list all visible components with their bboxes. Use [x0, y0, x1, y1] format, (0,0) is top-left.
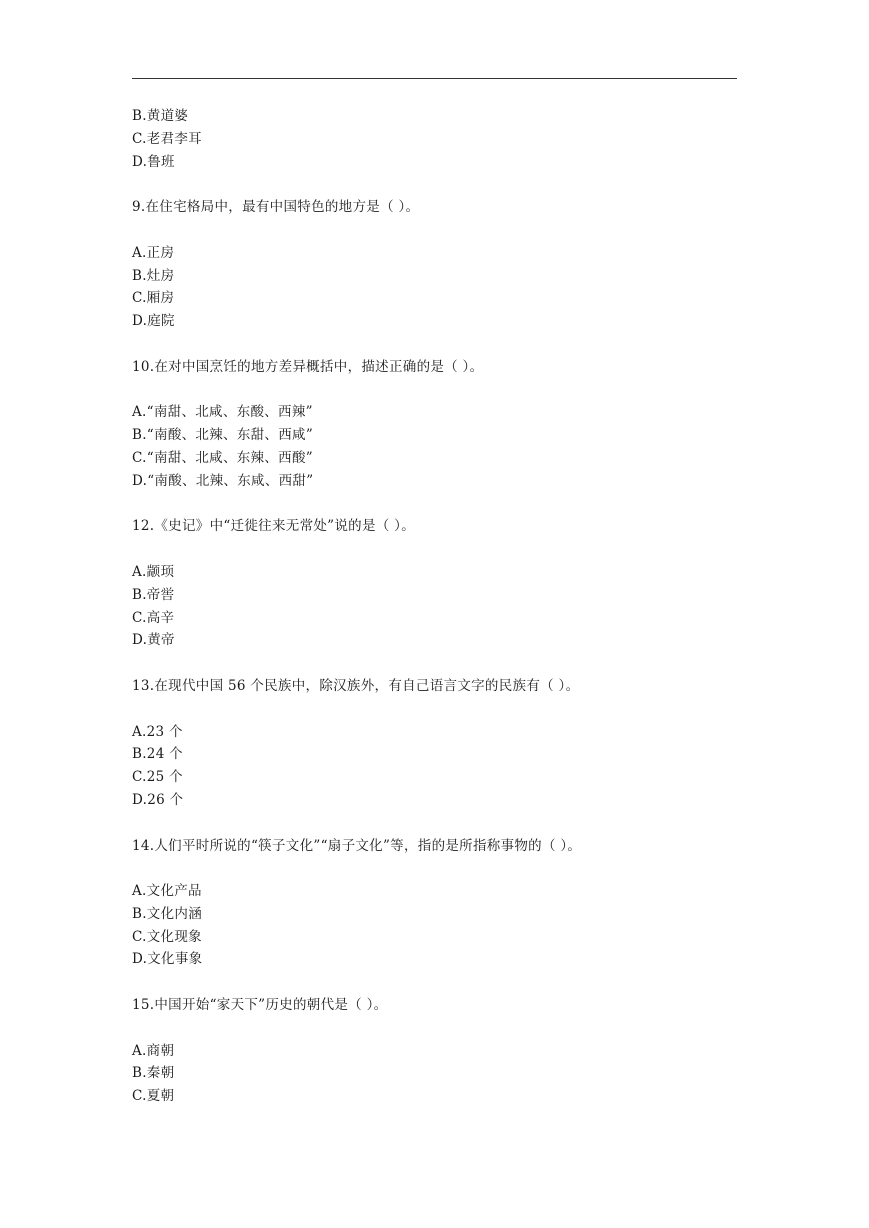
option-c: C.高辛 — [132, 609, 175, 626]
option-b: B.文化内涵 — [132, 905, 203, 922]
spacer — [132, 173, 737, 196]
option-c: C.文化现象 — [132, 928, 202, 945]
document-body — [132, 105, 737, 1108]
spacer — [132, 219, 737, 242]
header-rule — [132, 78, 737, 79]
option-a: A.商朝 — [132, 1042, 175, 1059]
option-b: B.灶房 — [132, 267, 175, 284]
spacer — [132, 698, 737, 721]
option-c: C.25 个 — [132, 769, 183, 786]
option-d: D.鲁班 — [132, 153, 175, 170]
option-b: B.黄道婆 — [132, 108, 189, 124]
spacer — [132, 857, 737, 880]
question-text: 9.在住宅格局中，最有中国特色的地方是（ ）。 — [132, 199, 420, 216]
spacer — [132, 652, 737, 675]
spacer — [132, 493, 737, 516]
leading-options — [132, 105, 737, 173]
option-b: B.24 个 — [132, 746, 183, 763]
spacer — [132, 1017, 737, 1040]
option-a: A.正房 — [132, 244, 175, 261]
question-text: 15.中国开始“家天下”历史的朝代是（ ）。 — [132, 997, 388, 1014]
question-block-14 — [132, 835, 737, 972]
question-block-13 — [132, 675, 737, 812]
option-d: D.庭院 — [132, 313, 175, 330]
question-text: 14.人们平时所说的“筷子文化”“扇子文化”等，指的是所指称事物的（ ）。 — [132, 837, 582, 854]
option-d: D.黄帝 — [132, 632, 175, 649]
option-a: A.颛顼 — [132, 563, 175, 580]
option-d: D.文化事象 — [132, 951, 203, 968]
spacer — [132, 971, 737, 994]
spacer — [132, 379, 737, 402]
option-d: D.26 个 — [132, 791, 184, 808]
option-c: C.老君李耳 — [132, 130, 202, 147]
question-block-10 — [132, 356, 737, 493]
spacer — [132, 812, 737, 835]
question-block-12 — [132, 515, 737, 652]
option-d: D.“南酸、北辣、东咸、西甜” — [132, 472, 314, 489]
question-block-9 — [132, 196, 737, 333]
question-text: 10.在对中国烹饪的地方差异概括中，描述正确的是（ ）。 — [132, 358, 484, 375]
question-text: 13.在现代中国 56 个民族中，除汉族外，有自己语言文字的民族有（ ）。 — [132, 677, 580, 694]
option-a: A.“南甜、北咸、东酸、西辣” — [132, 404, 313, 421]
question-text: 12.《史记》中“迁徙往来无常处”说的是（ ）。 — [132, 518, 416, 535]
question-block-15 — [132, 994, 737, 1108]
option-b: B.“南酸、北辣、东甜、西咸” — [132, 427, 314, 444]
option-a: A.文化产品 — [132, 883, 202, 900]
option-b: B.帝喾 — [132, 586, 175, 603]
option-c: C.“南甜、北咸、东辣、西酸” — [132, 449, 313, 466]
spacer — [132, 538, 737, 561]
option-a: A.23 个 — [132, 723, 183, 740]
option-b: B.秦朝 — [132, 1065, 175, 1082]
option-c: C.厢房 — [132, 290, 175, 307]
option-c: C.夏朝 — [132, 1088, 175, 1105]
spacer — [132, 333, 737, 356]
